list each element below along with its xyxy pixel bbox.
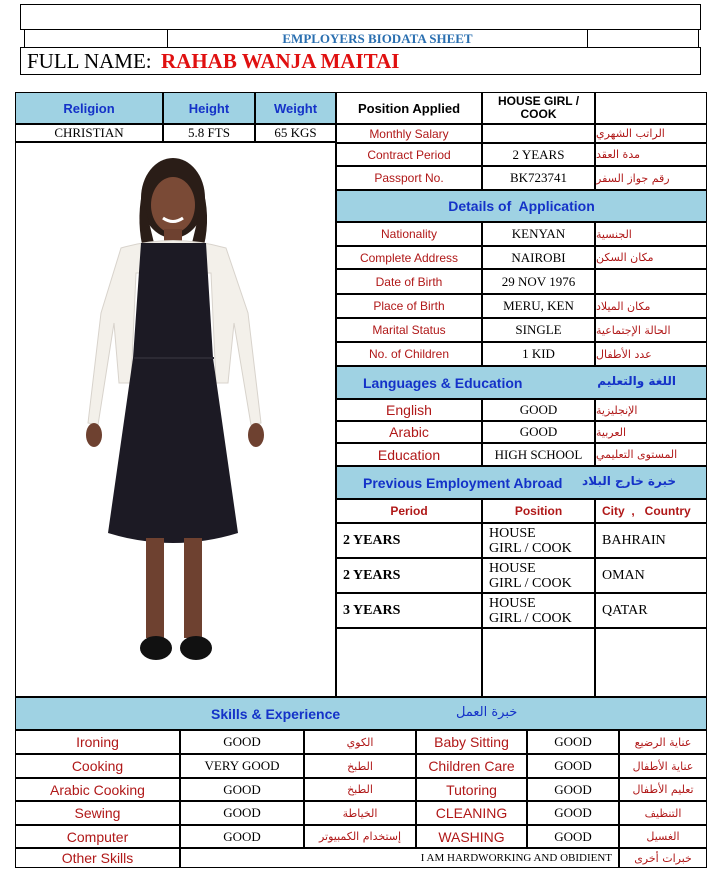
employment-row-empty-country [595, 628, 707, 697]
photo-frame [15, 142, 336, 697]
pob-arabic: مكان الميلاد [595, 294, 707, 318]
full-name-value: RAHAB WANJA MAITAI [161, 49, 400, 73]
title-bar [24, 30, 699, 48]
employment-row-1-position-line2: GIRL / COOK [489, 540, 572, 556]
skill-babysitting-level: GOOD [527, 730, 619, 754]
skill-ironing-arabic: الكوي [304, 730, 416, 754]
employment-row-3-position-line2: GIRL / COOK [489, 610, 572, 626]
skill-washing-level: GOOD [527, 825, 619, 848]
skills-header [15, 697, 707, 730]
english-label: English [336, 399, 482, 421]
skill-cleaning-arabic: التنظيف [619, 801, 707, 825]
country-column-header: City , Country [595, 499, 707, 523]
passport-label: Passport No. [336, 166, 482, 190]
skill-washing-label: WASHING [416, 825, 527, 848]
height-header: Height [163, 92, 255, 124]
employment-row-3-position-line1: HOUSE [489, 595, 536, 611]
position-arabic [595, 92, 707, 124]
languages-header-label: Languages & Education [363, 375, 523, 391]
contract-period-label: Contract Period [336, 143, 482, 166]
skill-tutoring-label: Tutoring [416, 778, 527, 801]
skill-cleaning-level: GOOD [527, 801, 619, 825]
skill-cooking-level: VERY GOOD [180, 754, 304, 778]
skill-arabic-cooking-level: GOOD [180, 778, 304, 801]
period-column-header: Period [336, 499, 482, 523]
skill-cooking-arabic: الطبخ [304, 754, 416, 778]
languages-header-arabic: اللغة والتعليم [597, 374, 676, 388]
children-arabic: عدد الأطفال [595, 342, 707, 366]
education-arabic: المستوى التعليمي [595, 443, 707, 466]
employment-row-1-period: 2 YEARS [336, 523, 482, 558]
applicant-photo [16, 143, 335, 696]
employment-row-3-period: 3 YEARS [336, 593, 482, 628]
contract-period-arabic: مدة العقد [595, 143, 707, 166]
position-column-header: Position [482, 499, 595, 523]
skill-cleaning-label: CLEANING [416, 801, 527, 825]
employment-header [336, 466, 707, 499]
passport-arabic: رقم جواز السفر [595, 166, 707, 190]
employment-row-2-position-line2: GIRL / COOK [489, 575, 572, 591]
arabic-language-arabic: العربية [595, 421, 707, 443]
dob-label: Date of Birth [336, 269, 482, 294]
education-value: HIGH SCHOOL [482, 443, 595, 466]
skill-ironing-label: Ironing [15, 730, 180, 754]
skill-sewing-label: Sewing [15, 801, 180, 825]
pob-value: MERU, KEN [482, 294, 595, 318]
address-value: NAIROBI [482, 246, 595, 269]
employment-row-2-period: 2 YEARS [336, 558, 482, 593]
address-label: Complete Address [336, 246, 482, 269]
employment-header-arabic: خبرة خارج البلاد [582, 474, 676, 488]
contract-period-value: 2 YEARS [482, 143, 595, 166]
employment-row-2-position-line1: HOUSE [489, 560, 536, 576]
skill-tutoring-arabic: تعليم الأطفال [619, 778, 707, 801]
skill-cooking-label: Cooking [15, 754, 180, 778]
employment-row-2-position [482, 558, 595, 593]
full-name-bar [20, 47, 701, 75]
full-name-label: FULL NAME: [27, 49, 152, 73]
passport-value: BK723741 [482, 166, 595, 190]
skill-babysitting-label: Baby Sitting [416, 730, 527, 754]
skill-sewing-arabic: الخياطة [304, 801, 416, 825]
skill-washing-arabic: الغسيل [619, 825, 707, 848]
employment-row-1-position-line1: HOUSE [489, 525, 536, 541]
english-arabic: الإنجليزية [595, 399, 707, 421]
other-skills-value: I AM HARDWORKING AND OBIDIENT [180, 848, 619, 868]
skill-babysitting-arabic: عناية الرضيع [619, 730, 707, 754]
skill-arabic-cooking-arabic: الطبخ [304, 778, 416, 801]
skill-ironing-level: GOOD [180, 730, 304, 754]
skill-childrencare-label: Children Care [416, 754, 527, 778]
nationality-arabic: الجنسية [595, 222, 707, 246]
other-skills-arabic: خبرات أخرى [619, 848, 707, 868]
skill-computer-label: Computer [15, 825, 180, 848]
dob-value: 29 NOV 1976 [482, 269, 595, 294]
weight-value: 65 KGS [255, 124, 336, 142]
top-blank-bar [20, 4, 701, 30]
marital-label: Marital Status [336, 318, 482, 342]
employment-row-3-country: QATAR [595, 593, 707, 628]
skills-header-label: Skills & Experience [211, 706, 341, 722]
skills-header-arabic: خبرة العمل [456, 705, 518, 720]
children-label: No. of Children [336, 342, 482, 366]
salary-arabic: الراتب الشهري [595, 124, 707, 143]
salary-label: Monthly Salary [336, 124, 482, 143]
religion-value: CHRISTIAN [15, 124, 163, 142]
other-skills-label: Other Skills [15, 848, 180, 868]
skill-computer-level: GOOD [180, 825, 304, 848]
skill-sewing-level: GOOD [180, 801, 304, 825]
skill-childrencare-level: GOOD [527, 754, 619, 778]
skill-arabic-cooking-label: Arabic Cooking [15, 778, 180, 801]
religion-header: Religion [15, 92, 163, 124]
pob-label: Place of Birth [336, 294, 482, 318]
document-title: EMPLOYERS BIODATA SHEET [282, 31, 473, 46]
arabic-language-value: GOOD [482, 421, 595, 443]
employment-row-empty-period [336, 628, 482, 697]
dob-arabic [595, 269, 707, 294]
children-value: 1 KID [482, 342, 595, 366]
arabic-language-label: Arabic [336, 421, 482, 443]
salary-value [482, 124, 595, 143]
employment-row-1-position [482, 523, 595, 558]
skill-childrencare-arabic: عناية الأطفال [619, 754, 707, 778]
position-value: HOUSE GIRL / COOK [482, 92, 595, 124]
marital-arabic: الحالة الإجتماعية [595, 318, 707, 342]
employment-header-label: Previous Employment Abroad [363, 475, 563, 491]
employment-row-2-country: OMAN [595, 558, 707, 593]
marital-value: SINGLE [482, 318, 595, 342]
details-header: Details of Application [336, 190, 707, 222]
weight-header: Weight [255, 92, 336, 124]
nationality-value: KENYAN [482, 222, 595, 246]
english-value: GOOD [482, 399, 595, 421]
skill-tutoring-level: GOOD [527, 778, 619, 801]
employment-row-empty-position [482, 628, 595, 697]
position-header: Position Applied [336, 92, 482, 124]
nationality-label: Nationality [336, 222, 482, 246]
height-value: 5.8 FTS [163, 124, 255, 142]
address-arabic: مكان السكن [595, 246, 707, 269]
skill-computer-arabic: إستخدام الكمبيوتر [304, 825, 416, 848]
employment-row-3-position [482, 593, 595, 628]
languages-header [336, 366, 707, 399]
education-label: Education [336, 443, 482, 466]
employment-row-1-country: BAHRAIN [595, 523, 707, 558]
